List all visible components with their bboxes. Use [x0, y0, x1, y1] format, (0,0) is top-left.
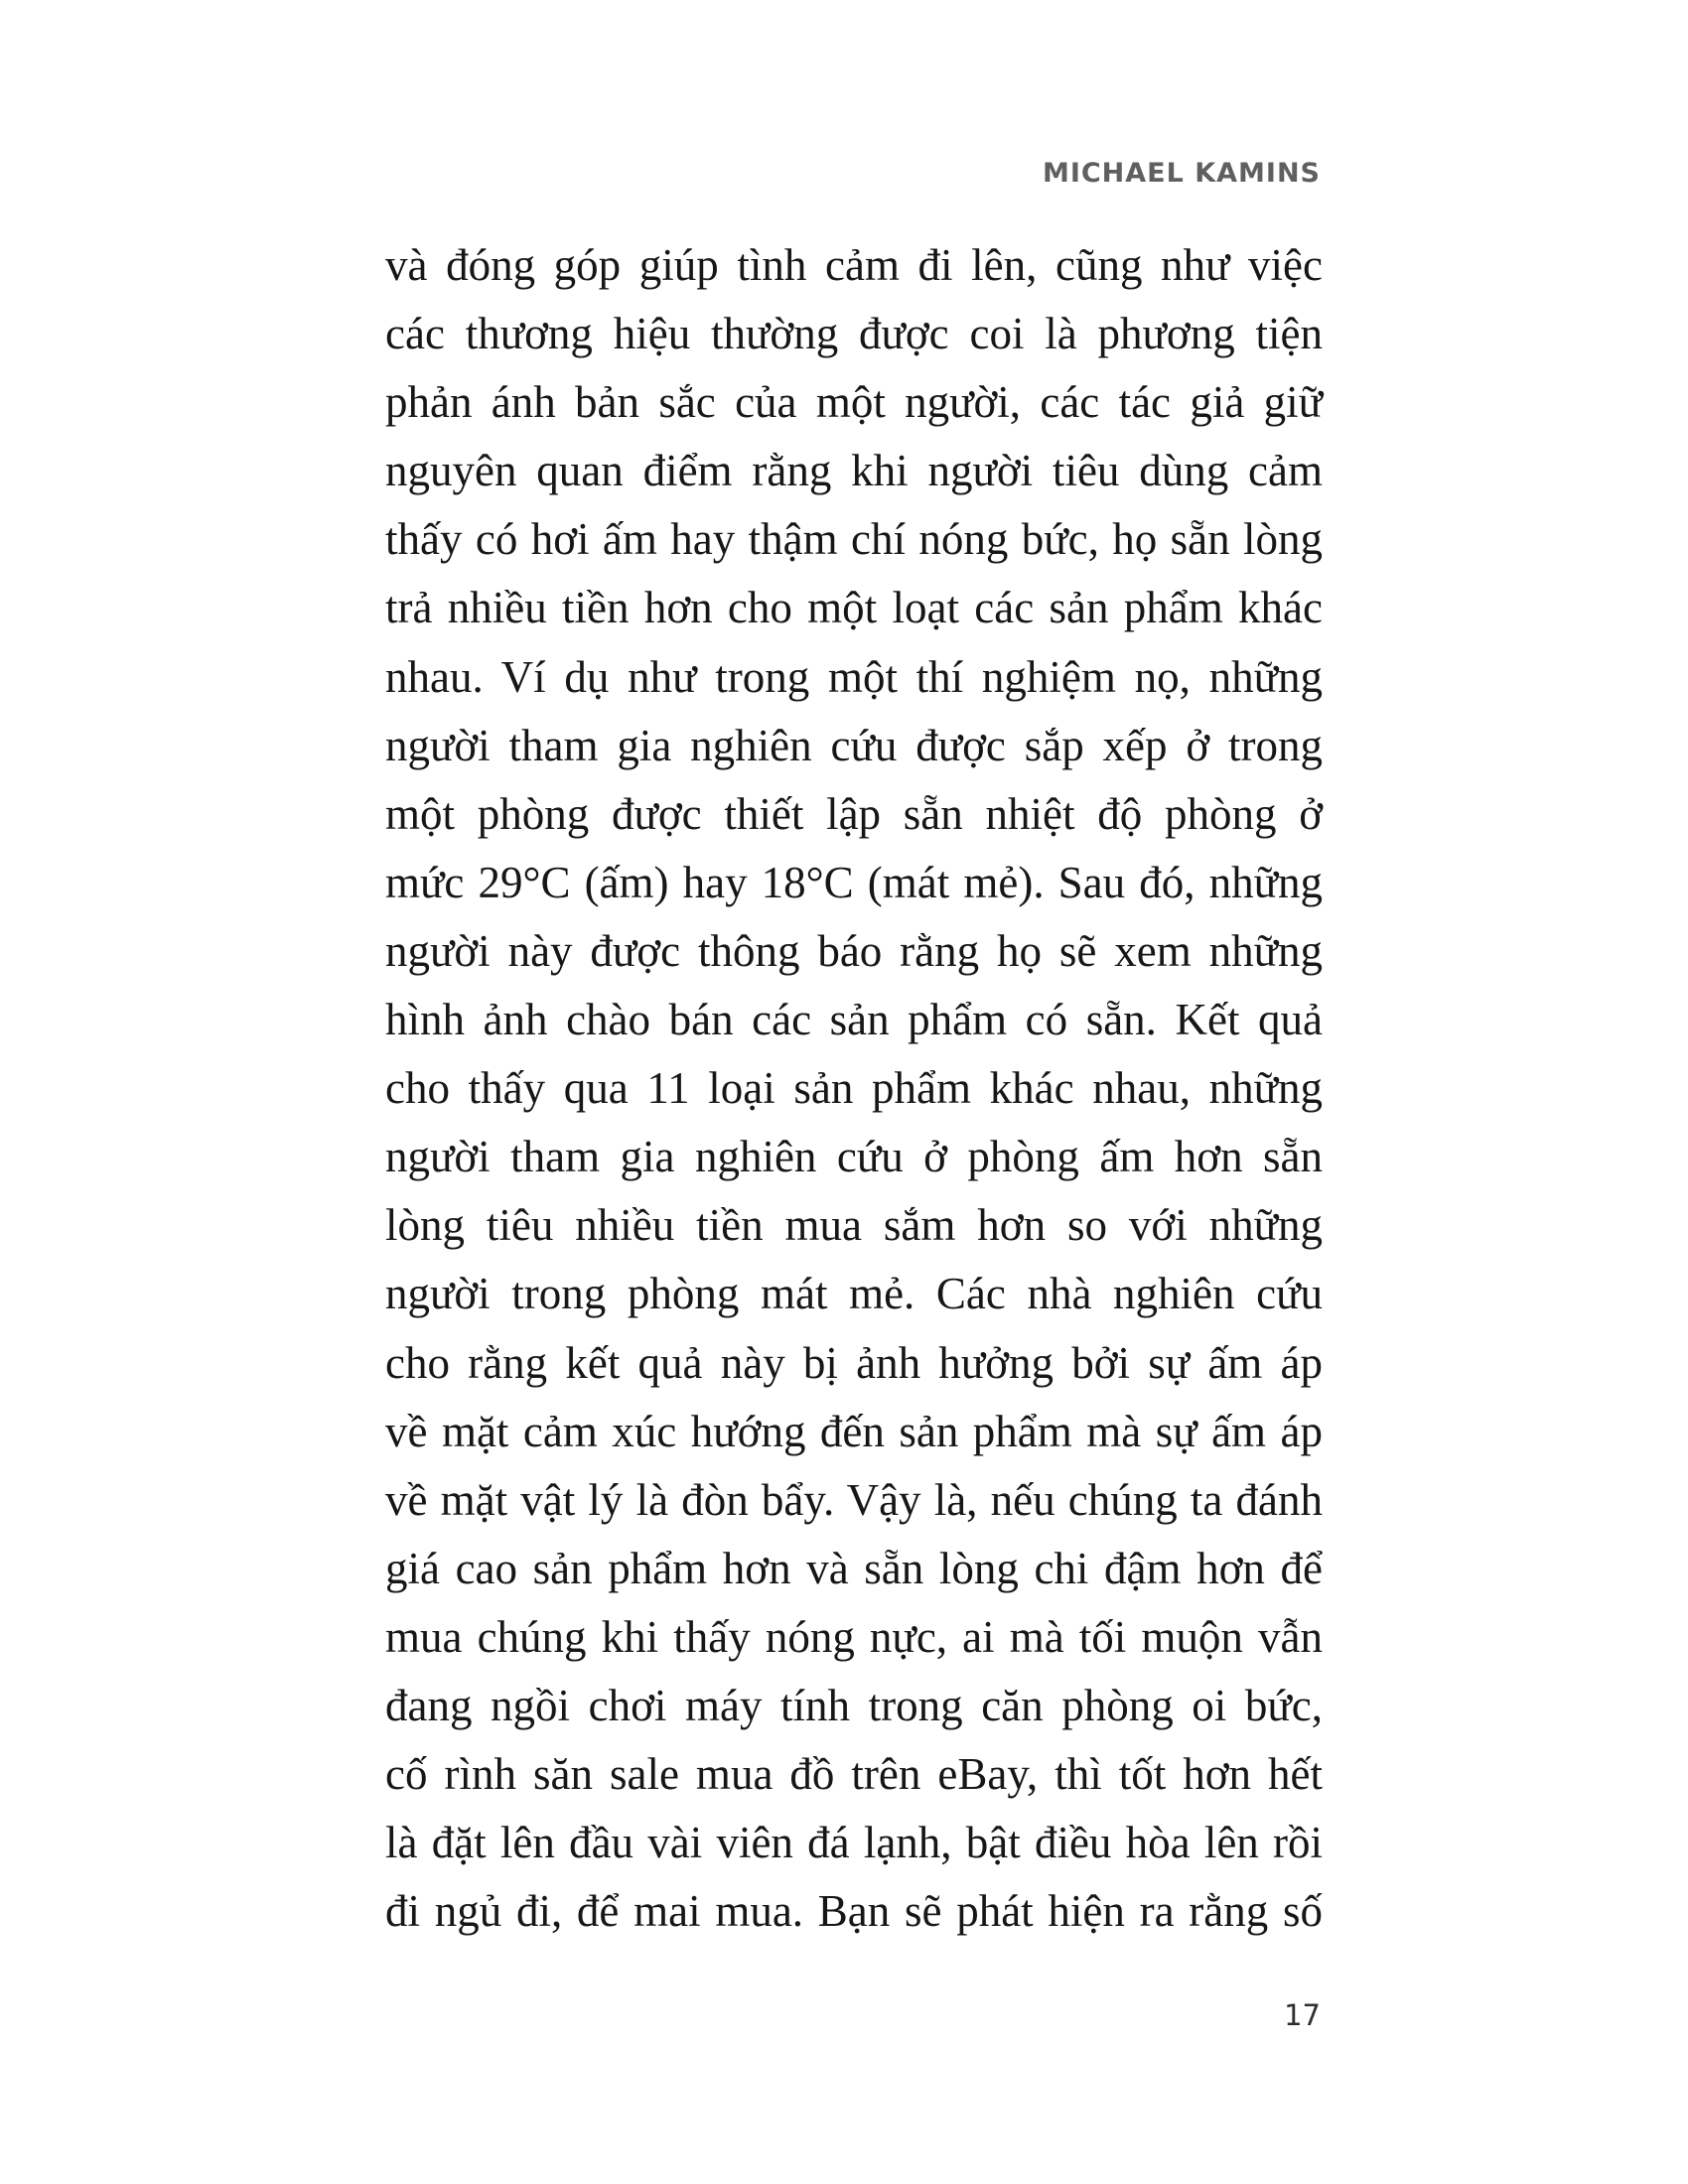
text-line: người này được thông báo rằng họ sẽ xem những — [385, 925, 1323, 976]
text-line: nguyên quan điểm rằng khi người tiêu dùng cảm — [385, 446, 1323, 496]
text-line: trả nhiều tiền hơn cho một loạt các sản phẩm khác — [385, 583, 1323, 633]
text-line: mua chúng khi thấy nóng nực, ai mà tối muộn vẫn — [385, 1611, 1323, 1662]
text-line: các thương hiệu thường được coi là phương tiện — [385, 309, 1323, 359]
text-line: mức 29°C (ấm) hay 18°C (mát mẻ). Sau đó, những — [385, 857, 1323, 907]
text-line: cố rình săn sale mua đồ trên eBay, thì tốt hơn hết — [385, 1749, 1323, 1800]
text-line: phản ánh bản sắc của một người, các tác giả giữ — [385, 377, 1323, 428]
running-header-author: MICHAEL KAMINS — [1042, 158, 1321, 189]
body-paragraph — [385, 231, 1323, 1946]
text-line: là đặt lên đầu vài viên đá lạnh, bật điều hòa lên rồi — [385, 1818, 1323, 1868]
text-line: người tham gia nghiên cứu ở phòng ấm hơn sẵn — [385, 1132, 1323, 1182]
text-line: nhau. Ví dụ như trong một thí nghiệm nọ, những — [385, 651, 1323, 702]
text-line: về mặt vật lý là đòn bẩy. Vậy là, nếu chúng ta đánh — [385, 1474, 1323, 1525]
text-line: và đóng góp giúp tình cảm đi lên, cũng như việc — [385, 240, 1323, 290]
text-line: thấy có hơi ấm hay thậm chí nóng bức, họ sẵn lòng — [385, 514, 1323, 565]
text-line: cho thấy qua 11 loại sản phẩm khác nhau, những — [385, 1063, 1323, 1114]
text-line: về mặt cảm xúc hướng đến sản phẩm mà sự ấm áp — [385, 1406, 1323, 1456]
text-line: giá cao sản phẩm hơn và sẵn lòng chi đậm hơn để — [385, 1543, 1323, 1593]
text-line: một phòng được thiết lập sẵn nhiệt độ phòng ở — [385, 788, 1323, 839]
text-line: lòng tiêu nhiều tiền mua sắm hơn so với những — [385, 1200, 1323, 1251]
text-line: đang ngồi chơi máy tính trong căn phòng oi bức, — [385, 1680, 1323, 1730]
text-line: hình ảnh chào bán các sản phẩm có sẵn. Kết quả — [385, 995, 1323, 1045]
text-line: người tham gia nghiên cứu được sắp xếp ở trong — [385, 720, 1323, 770]
page-number: 17 — [1284, 1998, 1321, 2032]
text-line: người trong phòng mát mẻ. Các nhà nghiên cứu — [385, 1269, 1323, 1319]
text-line: đi ngủ đi, để mai mua. Bạn sẽ phát hiện ra rằng số — [385, 1886, 1323, 1937]
text-line: cho rằng kết quả này bị ảnh hưởng bởi sự ấm áp — [385, 1337, 1323, 1388]
